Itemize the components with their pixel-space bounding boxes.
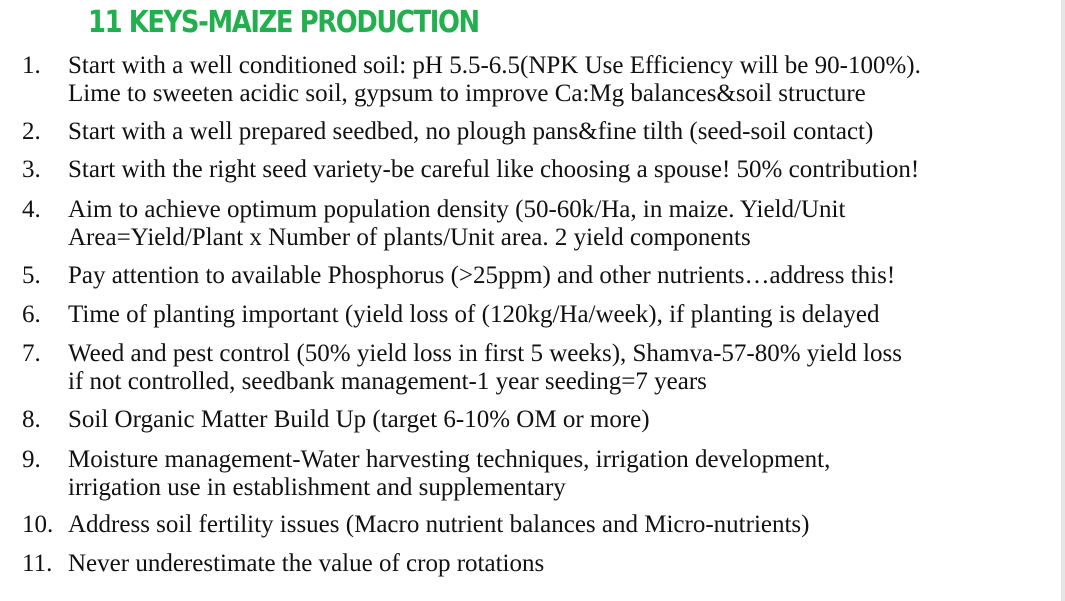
item-line: Start with a well conditioned soil: pH 5.5-6.5(NPK Use Efficiency will be 90-100%). <box>68 52 921 79</box>
item-number: 2. <box>22 118 41 145</box>
slide-title: 11 KEYS-MAIZE PRODUCTION <box>88 5 479 40</box>
item-number: 7. <box>22 340 41 367</box>
item-number: 6. <box>22 301 41 328</box>
item-number: 4. <box>22 196 41 223</box>
item-line: Area=Yield/Plant x Number of plants/Unit area. 2 yield components <box>68 224 751 251</box>
item-line: if not controlled, seedbank management-1 year seeding=7 years <box>68 368 707 395</box>
item-line: Weed and pest control (50% yield loss in first 5 weeks), Shamva-57-80% yield loss <box>68 340 902 367</box>
item-text: Start with the right seed variety-be careful like choosing a spouse! 50% contribution! <box>68 156 920 183</box>
item-line: Lime to sweeten acidic soil, gypsum to improve Ca:Mg balances&soil structure <box>68 80 866 107</box>
item-text: Time of planting important (yield loss of (120kg/Ha/week), if planting is delayed <box>68 301 880 328</box>
item-line: irrigation use in establishment and supplementary <box>68 474 566 501</box>
item-number: 1. <box>22 52 41 79</box>
item-text: Soil Organic Matter Build Up (target 6-10% OM or more) <box>68 406 650 433</box>
item-text <box>68 446 1060 502</box>
item-text: Address soil fertility issues (Macro nutrient balances and Micro-nutrients) <box>68 511 810 538</box>
item-text <box>68 52 1060 108</box>
item-text <box>68 340 1060 396</box>
item-line: Aim to achieve optimum population density (50-60k/Ha, in maize. Yield/Unit <box>68 196 846 223</box>
item-text: Never underestimate the value of crop rotations <box>68 550 545 577</box>
item-number: 11. <box>22 550 53 577</box>
item-number: 8. <box>22 406 41 433</box>
item-text <box>68 196 1060 252</box>
right-border <box>1061 0 1065 601</box>
item-text: Pay attention to available Phosphorus (>25ppm) and other nutrients…address this! <box>68 262 896 289</box>
item-number: 9. <box>22 446 41 473</box>
item-line: Moisture management-Water harvesting techniques, irrigation development, <box>68 446 831 473</box>
item-number: 10. <box>22 511 54 538</box>
item-number: 3. <box>22 156 41 183</box>
item-number: 5. <box>22 262 41 289</box>
item-text: Start with a well prepared seedbed, no plough pans&fine tilth (seed-soil contact) <box>68 118 874 145</box>
